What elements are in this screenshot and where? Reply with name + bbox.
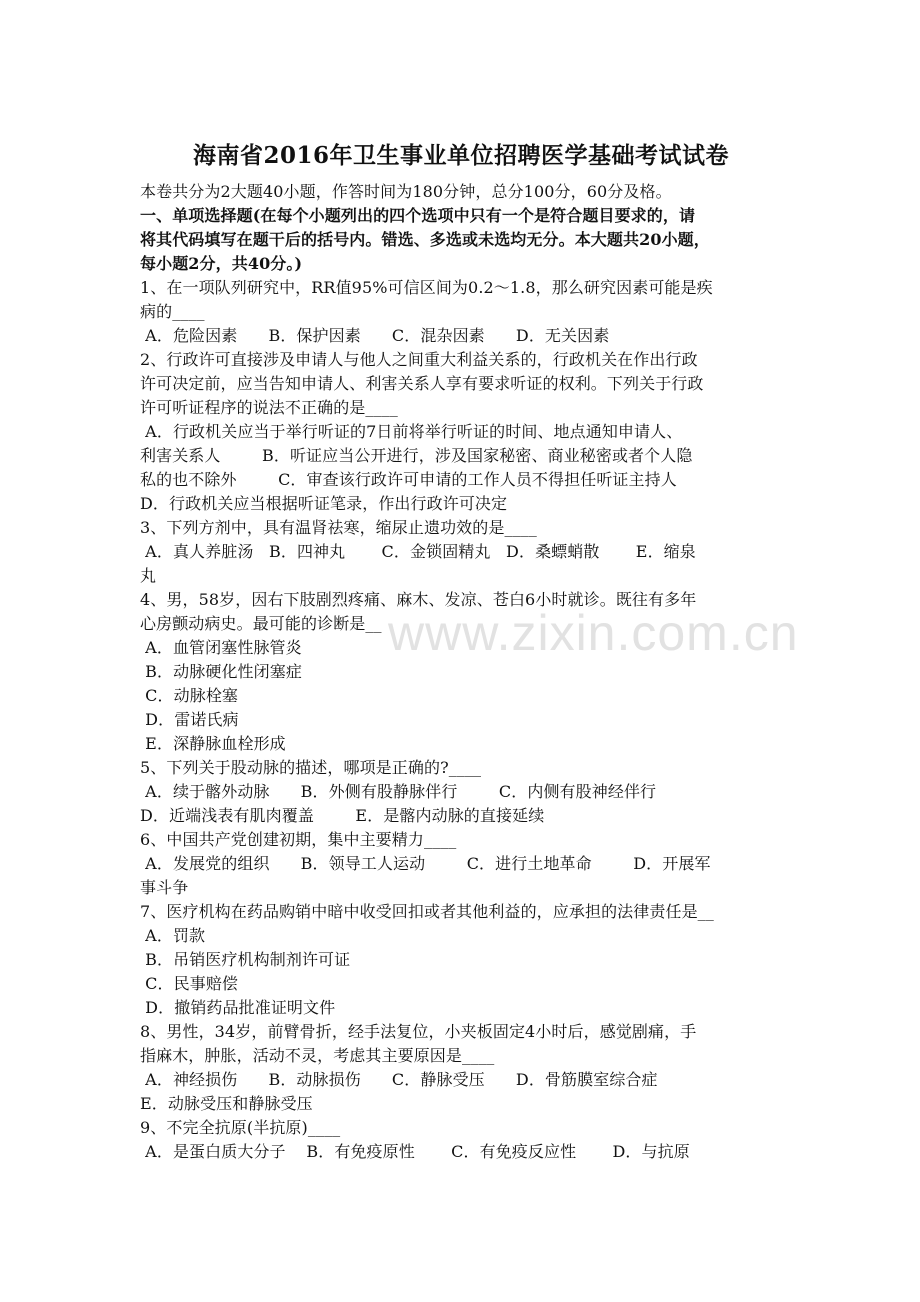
text-line: 许可决定前，应当告知申请人、利害关系人享有要求听证的权利。下列关于行政 — [140, 374, 704, 393]
text-line: D．行政机关应当根据听证笔录，作出行政许可决定 — [140, 494, 508, 513]
text-line: 病的____ — [140, 302, 205, 321]
text-line: A．神经损伤 B．动脉损伤 C．静脉受压 D．骨筋膜室综合症 — [140, 1070, 658, 1089]
document-body — [140, 180, 782, 1164]
document-title: 海南省2016年卫生事业单位招聘医学基础考试试卷 — [192, 142, 729, 169]
text-line: 9、不完全抗原(半抗原)____ — [140, 1118, 341, 1137]
text-line: A．行政机关应当于举行听证的7日前将举行听证的时间、地点通知申请人、 — [140, 422, 683, 441]
text-line: B．吊销医疗机构制剂许可证 — [140, 950, 351, 969]
text-line: 5、下列关于股动脉的描述，哪项是正确的?____ — [140, 758, 482, 777]
text-line: A．是蛋白质大分子 B．有免疫原性 C．有免疫反应性 D．与抗原 — [140, 1142, 690, 1161]
text-line: 3、下列方剂中，具有温肾祛寒，缩尿止遗功效的是____ — [140, 518, 537, 537]
text-line: C．民事赔偿 — [140, 974, 239, 993]
text-line: A．罚款 — [140, 926, 206, 945]
text-line: 7、医疗机构在药品购销中暗中收受回扣或者其他利益的，应承担的法律责任是__ — [140, 902, 714, 921]
text-line: 1、在一项队列研究中，RR值95%可信区间为0.2～1.8，那么研究因素可能是疾 — [140, 278, 713, 297]
text-line: E．动脉受压和静脉受压 — [140, 1094, 313, 1113]
text-line: 一、单项选择题(在每个小题列出的四个选项中只有一个是符合题目要求的，请 — [140, 206, 696, 225]
text-line: 私的也不除外 C．审查该行政许可申请的工作人员不得担任听证主持人 — [140, 470, 677, 489]
watermark: www.zixin.com.cn — [388, 605, 799, 661]
text-line: 心房颤动病史。最可能的诊断是__ — [140, 614, 382, 633]
text-line: A．真人养脏汤 B．四神丸 C．金锁固精丸 D．桑螵蛸散 E．缩泉 — [140, 542, 696, 561]
text-line: D．撤销药品批准证明文件 — [140, 998, 336, 1017]
text-line: 本卷共分为2大题40小题，作答时间为180分钟，总分100分，60分及格。 — [140, 182, 672, 201]
text-line: 将其代码填写在题干后的括号内。错选、多选或未选均无分。本大题共20小题， — [140, 230, 710, 249]
text-line: 4、男，58岁，因右下肢剧烈疼痛、麻木、发凉、苍白6小时就诊。既往有多年 — [140, 590, 697, 609]
text-line: 指麻木，肿胀，活动不灵，考虑其主要原因是____ — [140, 1046, 495, 1065]
text-line: 利害关系人 B．听证应当公开进行，涉及国家秘密、商业秘密或者个人隐 — [140, 446, 693, 465]
text-line: D．雷诺氏病 — [140, 710, 239, 729]
text-line: B．动脉硬化性闭塞症 — [140, 662, 302, 681]
text-line: D．近端浅表有肌肉覆盖 E．是髂内动脉的直接延续 — [140, 806, 545, 825]
text-line: A．危险因素 B．保护因素 C．混杂因素 D．无关因素 — [140, 326, 610, 345]
document-page — [140, 140, 782, 1164]
text-line: 丸 — [140, 566, 157, 585]
text-line: 2、行政许可直接涉及申请人与他人之间重大利益关系的，行政机关在作出行政 — [140, 350, 698, 369]
text-line: 事斗争 — [140, 878, 189, 897]
text-line: 每小题2分，共40分。) — [140, 254, 303, 273]
text-line: A．续于髂外动脉 B．外侧有股静脉伴行 C．内侧有股神经伴行 — [140, 782, 657, 801]
text-line: C．动脉栓塞 — [140, 686, 239, 705]
text-line: E．深静脉血栓形成 — [140, 734, 286, 753]
text-line: 许可听证程序的说法不正确的是____ — [140, 398, 398, 417]
text-line: A．血管闭塞性脉管炎 — [140, 638, 302, 657]
text-line: 8、男性，34岁，前臂骨折，经手法复位，小夹板固定4小时后，感觉剧痛，手 — [140, 1022, 697, 1041]
text-line: 6、中国共产党创建初期，集中主要精力____ — [140, 830, 457, 849]
text-line: A．发展党的组织 B．领导工人运动 C．进行土地革命 D．开展军 — [140, 854, 711, 873]
